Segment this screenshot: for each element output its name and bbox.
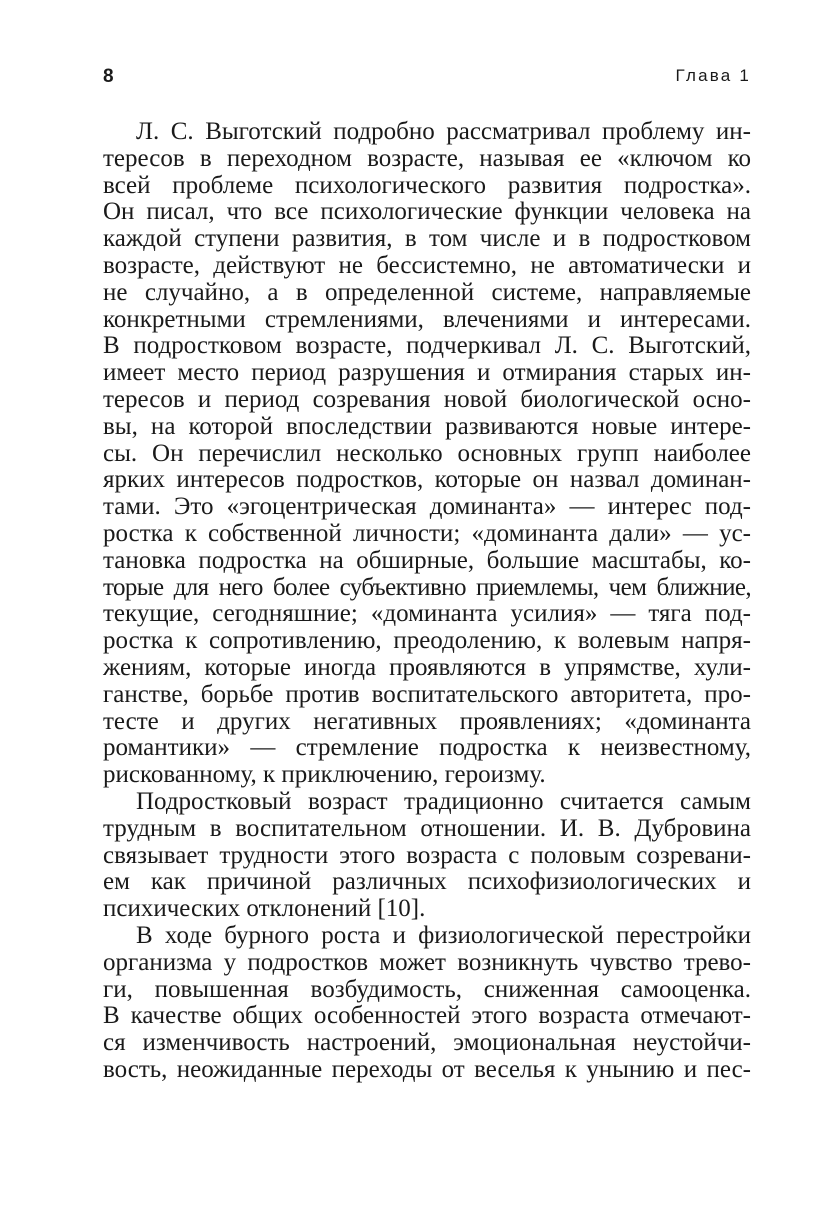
text-line: тесте и других негативных проявлениях; «доминанта <box>103 707 751 735</box>
text-line: ся изменчивость настроений, эмоциональная неустойчи- <box>103 1029 751 1057</box>
text-line: рискованному, к приключению, героизму. <box>103 761 546 789</box>
text-line: трудным в воспитательном отношении. И. В. Дубровина <box>103 814 751 842</box>
text-line: ги, повышенная возбудимость, сниженная самооценка. <box>103 975 751 1003</box>
text-line: организма у подростков может возникнуть чувство трево- <box>103 948 751 976</box>
paragraph <box>103 119 751 789</box>
text-line: ростка к собственной личности; «доминанта дали» — ус- <box>103 519 751 547</box>
text-line: торые для него более субъективно приемлемы, чем ближние, <box>103 573 751 601</box>
text-line: возрасте, действуют не бессистемно, не автоматически и <box>103 251 751 279</box>
text-line: Он писал, что все психологические функции человека на <box>103 198 751 226</box>
text-line: вы, на которой впоследствии развиваются новые интере- <box>103 412 751 440</box>
text-line: ганстве, борьбе против воспитательского авторитета, про- <box>103 680 751 708</box>
text-line: жениям, которые иногда проявляются в упрямстве, хули- <box>103 653 751 681</box>
text-line: тановка подростка на обширные, большие масштабы, ко- <box>103 546 751 574</box>
page-number: 8 <box>103 66 114 87</box>
page-header <box>103 66 751 94</box>
text-line: романтики» — стремление подростка к неизвестному, <box>103 734 751 762</box>
text-line: ростка к сопротивлению, преодолению, к волевым напря- <box>103 627 751 655</box>
text-line: В подростковом возрасте, подчеркивал Л. С. Выготский, <box>103 332 751 360</box>
body-text <box>103 119 751 1084</box>
text-line: Л. С. Выготский подробно рассматривал проблему ин- <box>136 118 751 145</box>
text-line: каждой ступени развития, в том числе и в подростковом <box>103 225 751 253</box>
text-line: тами. Это «эгоцентрическая доминанта» — интерес под- <box>103 493 751 521</box>
text-line: сы. Он перечислил несколько основных групп наиболее <box>103 439 751 467</box>
text-line: текущие, сегодняшние; «доминанта усилия» — тяга под- <box>103 600 751 628</box>
text-line: всей проблеме психологического развития подростка». <box>103 171 751 199</box>
text-line: В ходе бурного роста и физиологической перестройки <box>136 921 751 949</box>
text-line: связывает трудности этого возраста с половым созревани- <box>103 841 751 869</box>
text-line: В качестве общих особенностей этого возраста отмечают- <box>103 1002 751 1030</box>
text-line: имеет место период разрушения и отмирания старых ин- <box>103 359 751 387</box>
text-line: тересов и период созревания новой биологической осно- <box>103 385 751 413</box>
text-line: ярких интересов подростков, которые он назвал доминан- <box>103 466 751 494</box>
text-line: Подростковый возраст традиционно считается самым <box>136 787 751 815</box>
text-line: психических отклонений [10]. <box>103 895 426 923</box>
text-line: тересов в переходном возрасте, называя ее «ключом ко <box>103 144 751 172</box>
text-line: не случайно, а в определенной системе, направляемые <box>103 278 751 306</box>
text-line: ем как причиной различных психофизиологических и <box>103 868 751 896</box>
chapter-running-head: Глава 1 <box>675 66 751 85</box>
text-line: конкретными стремлениями, влечениями и интересами. <box>103 305 751 333</box>
paragraph <box>103 923 751 1084</box>
text-line: вость, неожиданные переходы от веселья к унынию и пес- <box>103 1055 751 1083</box>
paragraph <box>103 789 751 923</box>
